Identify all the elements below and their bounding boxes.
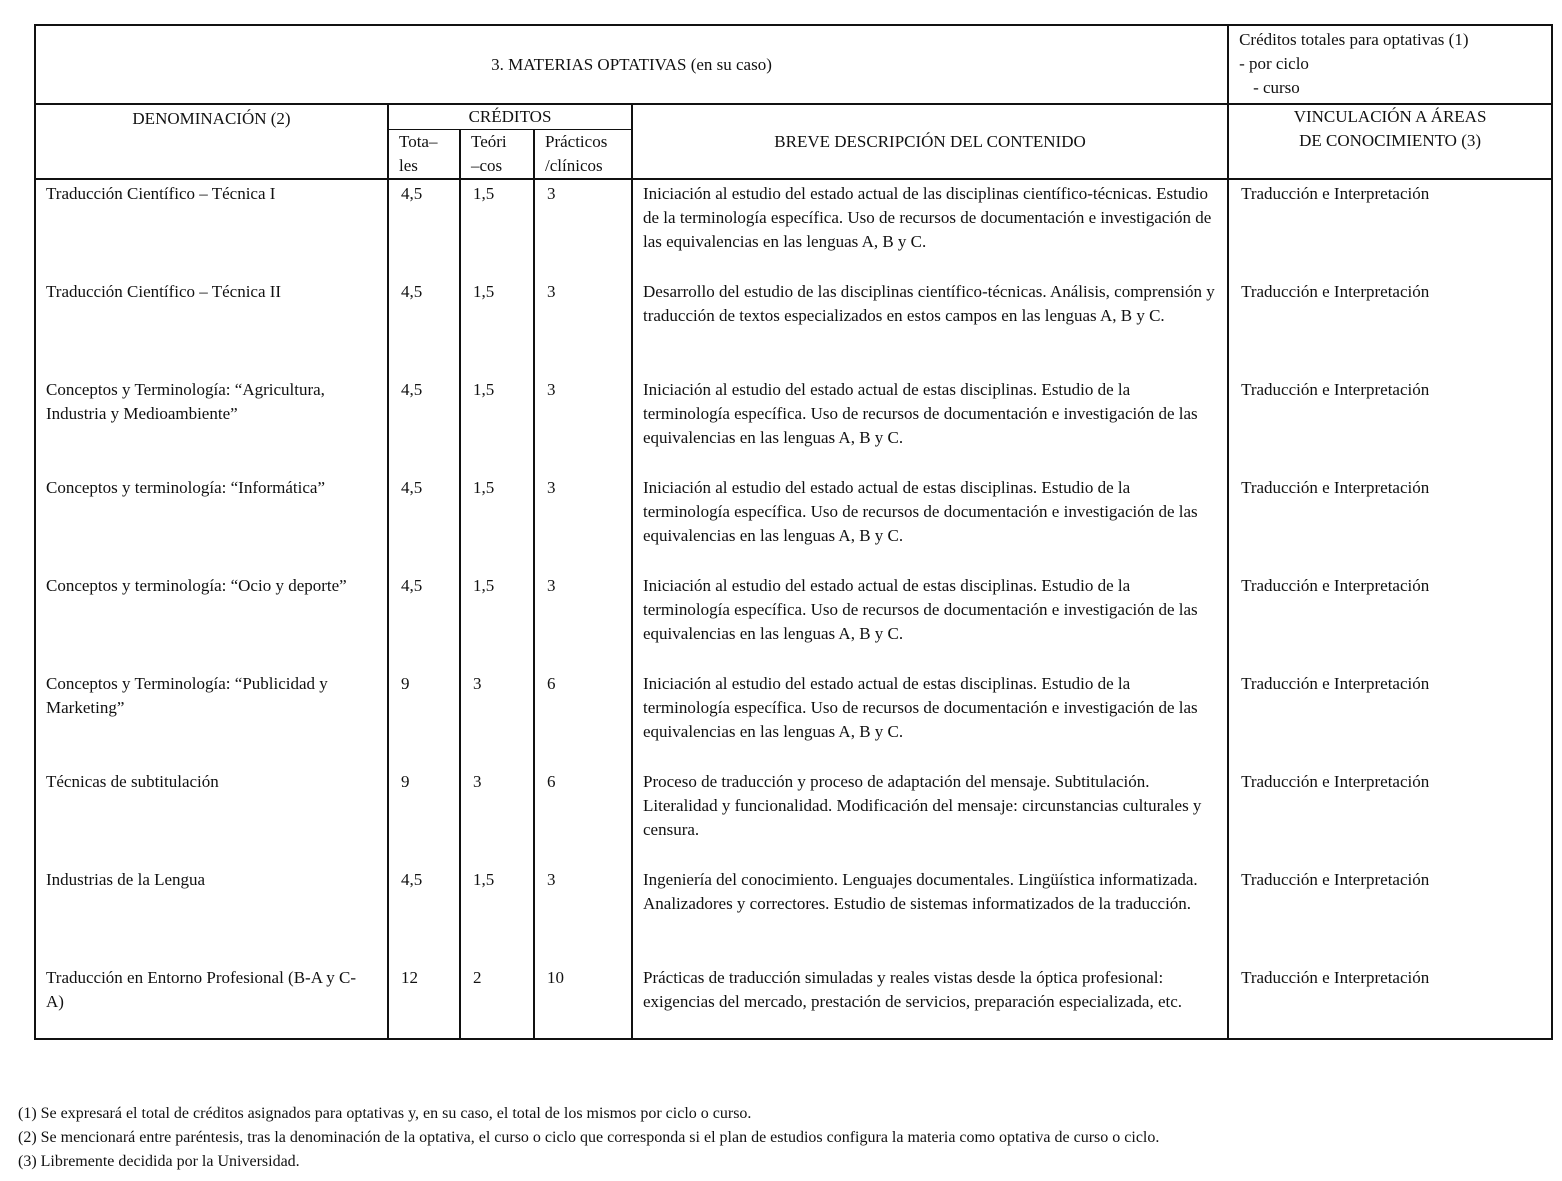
credits-teoricos: 1,5 [460, 572, 534, 670]
knowledge-area: Traducción e Interpretación [1228, 670, 1552, 768]
footnote-2: (2) Se mencionará entre paréntesis, tras la denominación de la optativa, el curso o ciclo que corresponda si el plan de estudios configura la materia como optativa de curso o ciclo. [18, 1129, 1160, 1146]
col-totales [388, 130, 460, 180]
col-denominacion: DENOMINACIÓN (2) [35, 104, 388, 179]
knowledge-area: Traducción e Interpretación [1228, 278, 1552, 376]
table-row [35, 278, 1552, 376]
footnotes [18, 1102, 1159, 1174]
course-name: Conceptos y Terminología: “Publicidad y Marketing” [35, 670, 388, 768]
credits-teoricos: 1,5 [460, 278, 534, 376]
course-description: Iniciación al estudio del estado actual de estas disciplinas. Estudio de la terminología específica. Uso de recursos de documentación e investigación de las equivalencias en las lenguas A, B y C. [632, 572, 1228, 670]
col-vinculacion-line1: VINCULACIÓN A ÁREAS [1293, 107, 1487, 126]
course-description: Desarrollo del estudio de las disciplinas científico-técnicas. Análisis, comprensión y traducción de textos especializados en estos campos en las lenguas A, B y C. [632, 278, 1228, 376]
credits-totales: 4,5 [388, 474, 460, 572]
credits-teoricos: 1,5 [460, 474, 534, 572]
knowledge-area: Traducción e Interpretación [1228, 768, 1552, 866]
course-name: Conceptos y terminología: “Ocio y deporte” [35, 572, 388, 670]
col-practicos [534, 130, 632, 180]
course-name: Traducción Científico – Técnica II [35, 278, 388, 376]
credits-practicos: 3 [534, 278, 632, 376]
credits-practicos: 3 [534, 866, 632, 964]
course-name: Técnicas de subtitulación [35, 768, 388, 866]
credits-teoricos: 1,5 [460, 376, 534, 474]
optativas-sheet [34, 24, 1551, 1040]
credits-practicos: 3 [534, 179, 632, 278]
credits-practicos: 3 [534, 572, 632, 670]
credits-per-cycle: - por ciclo [1239, 54, 1309, 73]
footnote-3: (3) Libremente decidida por la Universidad. [18, 1153, 300, 1170]
course-description: Iniciación al estudio del estado actual de estas disciplinas. Estudio de la terminología específica. Uso de recursos de documentación e investigación de las equivalencias en las lenguas A, B y C. [632, 474, 1228, 572]
col-teoricos-line2: –cos [471, 156, 503, 175]
knowledge-area: Traducción e Interpretación [1228, 866, 1552, 964]
credits-teoricos: 2 [460, 964, 534, 1039]
col-practicos-line1: Prácticos [545, 132, 608, 151]
course-name: Industrias de la Lengua [35, 866, 388, 964]
col-totales-line1: Tota– [399, 132, 438, 151]
col-vinculacion-line2: DE CONOCIMIENTO (3) [1299, 131, 1482, 150]
col-teoricos [460, 130, 534, 180]
credits-teoricos: 3 [460, 768, 534, 866]
credits-total-cell [1228, 25, 1552, 104]
table-row [35, 768, 1552, 866]
credits-practicos: 10 [534, 964, 632, 1039]
course-description: Proceso de traducción y proceso de adaptación del mensaje. Subtitulación. Literalidad y funcionalidad. Modificación del mensaje: circunstancias culturales y censura. [632, 768, 1228, 866]
table-row [35, 179, 1552, 278]
knowledge-area: Traducción e Interpretación [1228, 179, 1552, 278]
header-row [35, 25, 1552, 104]
col-teoricos-line1: Teóri [471, 132, 507, 151]
credits-total-label: Créditos totales para optativas (1) [1239, 30, 1469, 49]
course-description: Iniciación al estudio del estado actual de estas disciplinas. Estudio de la terminología específica. Uso de recursos de documentación e investigación de las equivalencias en las lenguas A, B y C. [632, 670, 1228, 768]
knowledge-area: Traducción e Interpretación [1228, 964, 1552, 1039]
col-creditos: CRÉDITOS [388, 104, 632, 130]
credits-practicos: 3 [534, 376, 632, 474]
credits-per-course: - curso [1253, 78, 1300, 97]
section-title: 3. MATERIAS OPTATIVAS (en su caso) [35, 25, 1228, 104]
course-description: Prácticas de traducción simuladas y reales vistas desde la óptica profesional: exigencias del mercado, prestación de servicios, preparación especializada, etc. [632, 964, 1228, 1039]
table-row [35, 474, 1552, 572]
credits-totales: 4,5 [388, 572, 460, 670]
footnote-1: (1) Se expresará el total de créditos asignados para optativas y, en su caso, el total de los mismos por ciclo o curso. [18, 1105, 752, 1122]
credits-teoricos: 1,5 [460, 866, 534, 964]
course-description: Ingeniería del conocimiento. Lenguajes documentales. Lingüística informatizada. Analizadores y correctores. Estudio de sistemas informatizados de la traducción. [632, 866, 1228, 964]
knowledge-area: Traducción e Interpretación [1228, 474, 1552, 572]
course-description: Iniciación al estudio del estado actual de las disciplinas científico-técnicas. Estudio de la terminología específica. Uso de recursos de documentación e investigación de las equivalencias en las lenguas A, B y C. [632, 179, 1228, 278]
course-description: Iniciación al estudio del estado actual de estas disciplinas. Estudio de la terminología específica. Uso de recursos de documentación e investigación de las equivalencias en las lenguas A, B y C. [632, 376, 1228, 474]
credits-totales: 4,5 [388, 179, 460, 278]
credits-practicos: 3 [534, 474, 632, 572]
table-row [35, 376, 1552, 474]
credits-practicos: 6 [534, 670, 632, 768]
optativas-table [34, 24, 1553, 1040]
credits-totales: 9 [388, 768, 460, 866]
credits-teoricos: 1,5 [460, 179, 534, 278]
table-row [35, 670, 1552, 768]
course-name: Traducción Científico – Técnica I [35, 179, 388, 278]
table-row [35, 866, 1552, 964]
course-name: Traducción en Entorno Profesional (B-A y C-A) [35, 964, 388, 1039]
column-header-row [35, 104, 1552, 130]
course-name: Conceptos y terminología: “Informática” [35, 474, 388, 572]
credits-totales: 4,5 [388, 278, 460, 376]
credits-totales: 12 [388, 964, 460, 1039]
col-descripcion: BREVE DESCRIPCIÓN DEL CONTENIDO [632, 104, 1228, 179]
knowledge-area: Traducción e Interpretación [1228, 572, 1552, 670]
credits-practicos: 6 [534, 768, 632, 866]
course-name: Conceptos y Terminología: “Agricultura, Industria y Medioambiente” [35, 376, 388, 474]
table-row [35, 572, 1552, 670]
knowledge-area: Traducción e Interpretación [1228, 376, 1552, 474]
col-vinculacion [1228, 104, 1552, 179]
credits-totales: 4,5 [388, 866, 460, 964]
credits-teoricos: 3 [460, 670, 534, 768]
col-practicos-line2: /clínicos [545, 156, 603, 175]
credits-totales: 4,5 [388, 376, 460, 474]
col-totales-line2: les [399, 156, 418, 175]
credits-totales: 9 [388, 670, 460, 768]
table-row [35, 964, 1552, 1039]
